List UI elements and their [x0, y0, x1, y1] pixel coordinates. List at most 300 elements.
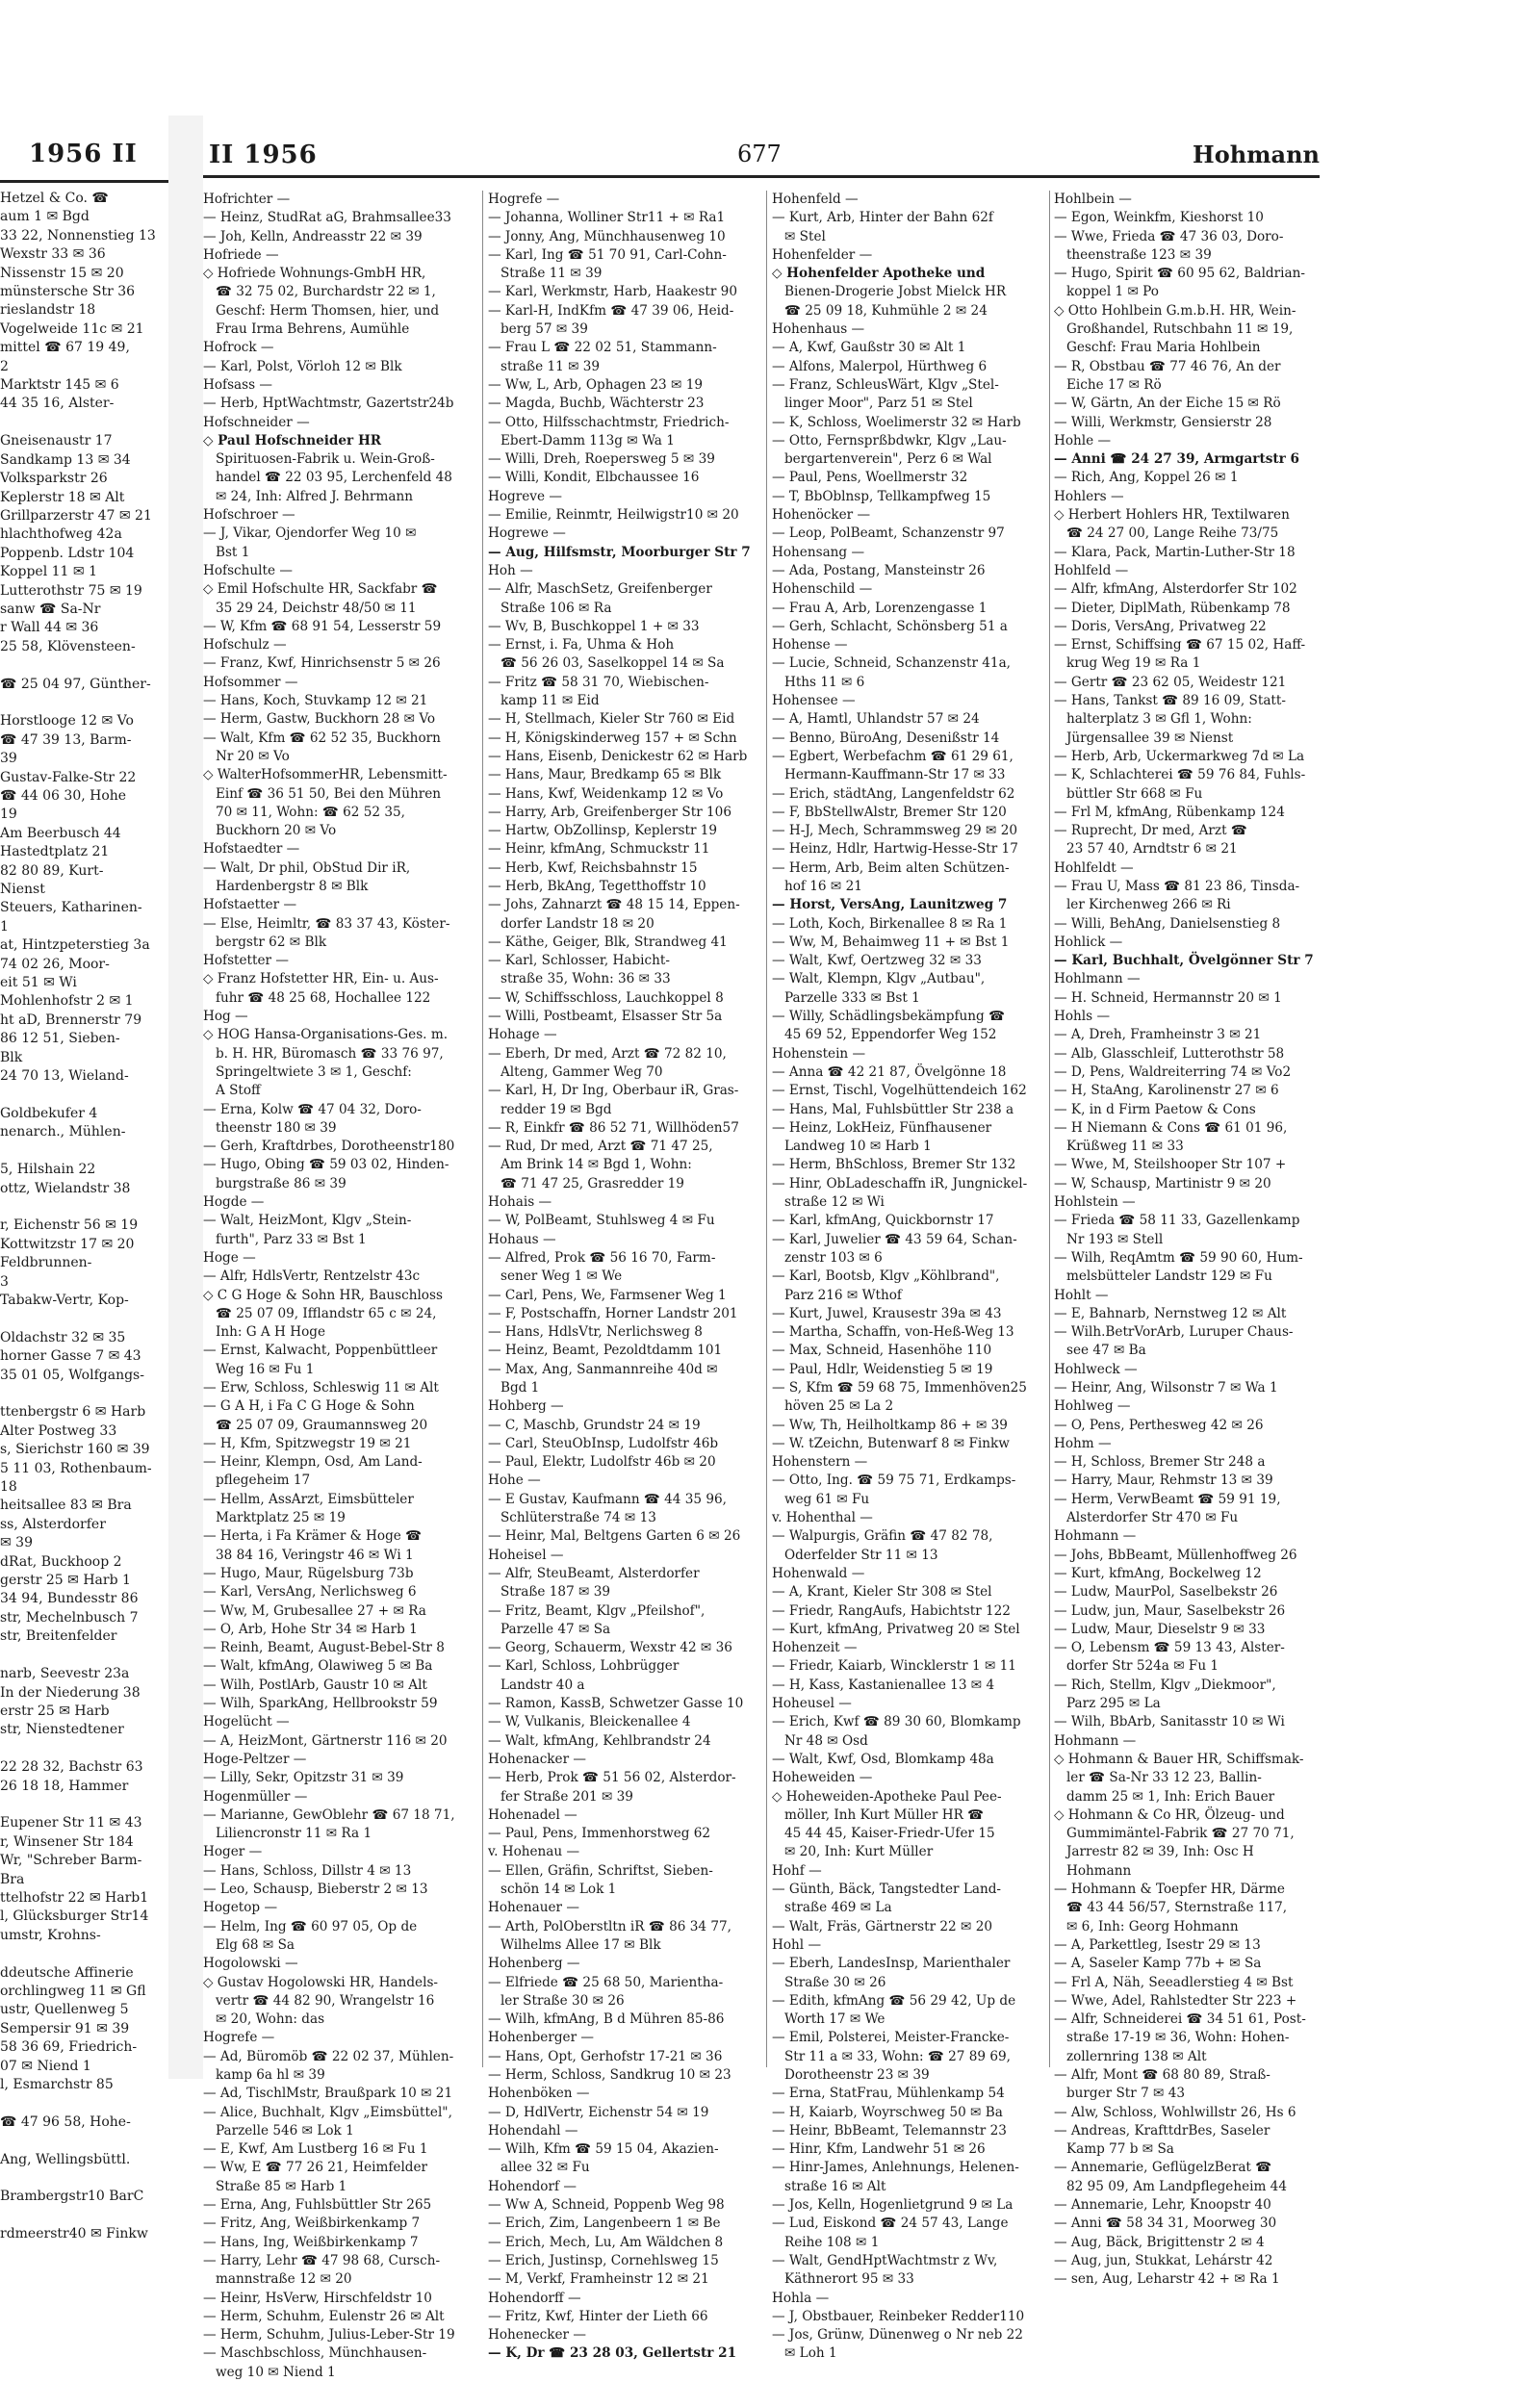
directory-entry-line: — Herta, i Fa Krämer & Hoge ☎: [203, 1528, 423, 1545]
directory-entry-line: Straße 85 ✉ Harb 1: [203, 2178, 347, 2194]
directory-entry-line: ◇ Paul Hofschneider HR: [203, 432, 382, 448]
directory-entry-line: — Fritz, Beamt, Klgv „Pfeilshof",: [488, 1602, 706, 1619]
surname-heading: Hofstaedter —: [203, 841, 300, 858]
directory-entry-line: — Edith, kfmAng ☎ 56 29 42, Up de: [772, 1992, 1016, 2009]
directory-entry-line: — J, Vikar, Ojendorfer Weg 10 ✉: [203, 525, 417, 542]
directory-entry-line: ☎ 25 09 18, Kuhmühle 2 ✉ 24: [772, 302, 988, 319]
left-page-line: erstr 25 ✉ Harb: [0, 1703, 110, 1719]
directory-entry-line: — Wv, B, Buschkoppel 1 + ✉ 33: [488, 618, 700, 634]
left-page-line: ustr, Quellenweg 5: [0, 2002, 129, 2018]
surname-heading: Hohensang —: [772, 544, 865, 560]
left-page-line: 33 22, Nonnenstieg 13: [0, 227, 156, 243]
directory-entry-line: — Gerh, Kraftdrbes, Dorotheenstr180: [203, 1139, 455, 1155]
left-page-line: r, Eichenstr 56 ✉ 19: [0, 1217, 139, 1234]
surname-heading: Hoh —: [488, 562, 533, 578]
directory-entry-line: sener Weg 1 ✉ We: [488, 1268, 623, 1285]
column-4: [1044, 191, 1333, 2288]
directory-entry-line: — H. Schneid, Hermannstr 20 ✉ 1: [1054, 989, 1282, 1006]
directory-entry-line: — Wilh, BbArb, Sanitasstr 10 ✉ Wi: [1054, 1714, 1285, 1730]
left-page-line: gerstr 25 ✉ Harb 1: [0, 1573, 131, 1589]
left-page-line: Hastedtplatz 21: [0, 844, 110, 860]
directory-entry-line: — Wilh, SparkAng, Hellbrookstr 59: [203, 1696, 438, 1712]
surname-heading: Hohense —: [772, 637, 848, 653]
directory-entry-line: — Jos, Grünw, Dünenweg o Nr neb 22: [772, 2327, 1023, 2344]
directory-entry-line: — Herb, Arb, Uckermarkweg 7d ✉ La: [1054, 748, 1305, 764]
surname-heading: Hofrock —: [203, 340, 274, 356]
surname-heading: Hohlmann —: [1054, 971, 1141, 987]
column-1: [203, 191, 475, 2380]
surname-heading: Hofsass —: [203, 376, 273, 393]
directory-entry-line: — Hans, Maur, Bredkamp 65 ✉ Blk: [488, 767, 722, 783]
directory-entry-line: — Erich, Zim, Langenbeern 1 ✉ Be: [488, 2216, 721, 2232]
directory-entry-line: Buckhorn 20 ✉ Vo: [203, 823, 337, 839]
left-page-line: 22 28 32, Bachstr 63: [0, 1759, 143, 1776]
surname-heading: Hohlt —: [1054, 1287, 1109, 1303]
directory-entry-line: ◇ Emil Hofschulte HR, Sackfabr ☎: [203, 581, 438, 598]
directory-entry-line: — Walt, Kwf, Osd, Blomkamp 48a: [772, 1751, 994, 1767]
directory-entry-line: Hths 11 ✉ 6: [772, 674, 865, 690]
directory-entry-line: — Gerh, Schlacht, Schönsberg 51 a: [772, 618, 1008, 634]
surname-heading: v. Hohenau —: [488, 1844, 580, 1860]
directory-entry-line: — Reinh, Beamt, August-Bebel-Str 8: [203, 1640, 445, 1656]
surname-heading: Hogetop —: [203, 1900, 278, 1916]
directory-entry-line: burgstraße 86 ✉ 39: [203, 1175, 346, 1191]
left-page-line: [0, 2132, 168, 2150]
surname-heading: Hohendorf —: [488, 2178, 577, 2194]
directory-entry-line: — Heinr, Ang, Wilsonstr 7 ✉ Wa 1: [1054, 1380, 1278, 1396]
surname-heading: Hohlstein —: [1054, 1194, 1136, 1211]
surname-heading: Hogenmüller —: [203, 1788, 308, 1805]
directory-entry-line: — Alfr, kfmAng, Alsterdorfer Str 102: [1054, 581, 1297, 598]
directory-entry-line: — Ellen, Gräfin, Schriftst, Sieben-: [488, 1862, 713, 1879]
directory-entry-line: — Anni ☎ 58 34 31, Moorweg 30: [1054, 2216, 1277, 2232]
left-page-line: 18: [0, 1479, 17, 1496]
surname-heading: Hohenacker —: [488, 1751, 587, 1767]
directory-entry-line: — Ww, Th, Heilholtkamp 86 + ✉ 39: [772, 1417, 1008, 1433]
directory-entry-line: — W. tZeichn, Butenwarf 8 ✉ Finkw: [772, 1435, 1010, 1451]
directory-entry-line: ◇ Otto Hohlbein G.m.b.H. HR, Wein-: [1054, 302, 1296, 319]
directory-entry-line: — Erich, Mech, Lu, Am Wäldchen 8: [488, 2234, 724, 2250]
directory-entry-line: Springeltwiete 3 ✉ 1, Geschf:: [203, 1063, 412, 1080]
left-page-line: ✉ 39: [0, 1535, 33, 1551]
directory-entry-line: allee 32 ✉ Fu: [488, 2160, 590, 2176]
directory-entry-line: ☎ 25 07 09, Ifflandstr 65 c ✉ 24,: [203, 1305, 437, 1321]
directory-entry-line: Parz 216 ✉ Wthof: [772, 1287, 902, 1303]
directory-entry-line: Alteng, Gammer Weg 70: [488, 1063, 663, 1080]
directory-entry-line: fer Straße 201 ✉ 39: [488, 1788, 633, 1805]
directory-entry-line: — Herb, HptWachtmstr, Gazertstr24b: [203, 396, 454, 412]
surname-heading: Hog —: [203, 1009, 248, 1025]
directory-entry-line: — Ww, E ☎ 77 26 21, Heimfelder: [203, 2160, 428, 2176]
directory-entry-line: — Hugo, Spirit ☎ 60 95 62, Baldrian-: [1054, 266, 1305, 282]
left-page-line: Bra: [0, 1871, 25, 1887]
surname-heading: Hogrewe —: [488, 525, 566, 542]
left-page-line: umstr, Krohns-: [0, 1927, 101, 1943]
directory-entry-line: — Ludw, jun, Maur, Saselbekstr 26: [1054, 1602, 1286, 1619]
directory-entry-line: Ebert-Damm 113g ✉ Wa 1: [488, 432, 675, 448]
surname-heading: Hofschulz —: [203, 637, 287, 653]
directory-entry-line: — Günth, Bäck, Tangstedter Land-: [772, 1882, 1001, 1898]
directory-entry-line: — Herm, Arb, Beim alten Schützen-: [772, 859, 1010, 876]
directory-entry-line: ◇ HOG Hansa-Organisations-Ges. m.: [203, 1027, 449, 1043]
directory-entry-line: — Rich, Ang, Koppel 26 ✉ 1: [1054, 470, 1239, 486]
left-page-line: str, Mechelnbusch 7: [0, 1609, 139, 1626]
directory-entry-line: straße 35, Wohn: 36 ✉ 33: [488, 971, 671, 987]
directory-entry-line: Elg 68 ✉ Sa: [203, 1936, 295, 1953]
left-page-line: 44 35 16, Alster-: [0, 396, 115, 412]
directory-entry-line: zenstr 103 ✉ 6: [772, 1249, 883, 1266]
left-page-line: Nienst: [0, 882, 45, 898]
directory-entry-line: Geschf: Frau Maria Hohlbein: [1054, 340, 1261, 356]
left-page-line: Am Beerbusch 44: [0, 825, 121, 841]
directory-entry-line: — A, Hamtl, Uhlandstr 57 ✉ 24: [772, 711, 980, 728]
directory-entry-line: burger Str 7 ✉ 43: [1054, 2086, 1186, 2102]
directory-entry-line: Straße 11 ✉ 39: [488, 266, 603, 282]
directory-entry-line: — Wilh.BetrVorArb, Luruper Chaus-: [1054, 1324, 1294, 1341]
left-page-line: 74 02 26, Moor-: [0, 956, 110, 972]
directory-entry-line: ✉ 20, Inh: Kurt Müller: [772, 1844, 934, 1860]
directory-entry-line: kamp 6a hl ✉ 39: [203, 2066, 325, 2083]
directory-entry-line: — Heinz, LokHeiz, Fünfhausener: [772, 1119, 992, 1136]
directory-entry-line: — J, Obstbauer, Reinbeker Redder110: [772, 2308, 1025, 2324]
directory-entry-line: Liliencronstr 11 ✉ Ra 1: [203, 1826, 372, 1842]
directory-entry-line: bergstr 62 ✉ Blk: [203, 934, 327, 950]
surname-heading: Hohe —: [488, 1473, 541, 1489]
directory-entry-line: — Frau U, Mass ☎ 81 23 86, Tinsda-: [1054, 878, 1300, 894]
directory-entry-line: — Emilie, Reinmtr, Heilwigstr10 ✉ 20: [488, 507, 739, 524]
left-page-header-rule: [0, 180, 168, 183]
directory-entry-line: — Helm, Ing ☎ 60 97 05, Op de: [203, 1918, 418, 1934]
left-page-line: Steuers, Katharinen-: [0, 900, 142, 916]
directory-entry-line: — H, Königskinderweg 157 + ✉ Schn: [488, 730, 737, 746]
left-page-line: ss, Alsterdorfer: [0, 1516, 106, 1532]
directory-entry-line: Großhandel, Rutschbahn 11 ✉ 19,: [1054, 321, 1294, 338]
directory-entry-line: — Rich, Stellm, Klgv „Diekmoor",: [1054, 1677, 1276, 1693]
left-page-line: 34 94, Bundesstr 86: [0, 1591, 139, 1607]
header-running-name: Hohmann: [1193, 141, 1320, 168]
directory-entry-line: — W, Schausp, Martinistr 9 ✉ 20: [1054, 1175, 1271, 1191]
directory-entry-line: theenstr 180 ✉ 39: [203, 1119, 337, 1136]
surname-heading: Hohenfelder —: [772, 246, 873, 263]
directory-entry-line: — Ludw, Maur, Dieselstr 9 ✉ 33: [1054, 1621, 1266, 1637]
directory-entry-line: ☎ 56 26 03, Saselkoppel 14 ✉ Sa: [488, 655, 725, 672]
left-page-line: l, Glücksburger Str14: [0, 1908, 149, 1925]
directory-entry-line: — Erich, Justinsp, Cornehlsweg 15: [488, 2252, 719, 2268]
directory-entry-line: — K, Schloss, Woelimerstr 32 ✉ Harb: [772, 414, 1021, 430]
left-page-line: Hetzel & Co. ☎: [0, 191, 109, 206]
left-page-line: 3: [0, 1273, 9, 1290]
left-page-line: rdmeerstr40 ✉ Finkw: [0, 2226, 148, 2242]
directory-entry-line: — Alw, Schloss, Wohlwillstr 26, Hs 6: [1054, 2104, 1296, 2120]
surname-heading: Hofrichter —: [203, 192, 291, 207]
directory-entry-line: redder 19 ✉ Bgd: [488, 1101, 612, 1117]
directory-entry-line: — Karl, Polst, Vörloh 12 ✉ Blk: [203, 358, 402, 374]
surname-heading: Hoger —: [203, 1844, 263, 1860]
directory-entry-line: — Friedr, RangAufs, Habichtstr 122: [772, 1602, 1011, 1619]
surname-heading: Hohenschild —: [772, 581, 873, 598]
directory-entry-line: Straße 30 ✉ 26: [772, 1974, 886, 1990]
directory-entry-line: fuhr ☎ 48 25 68, Hochallee 122: [203, 989, 431, 1006]
surname-heading: Hoheisel —: [488, 1547, 564, 1563]
left-page-line: [0, 1198, 168, 1217]
directory-entry-line: — Lucie, Schneid, Schanzenstr 41a,: [772, 655, 1011, 672]
directory-entry-line: — Ww, M, Behaimweg 11 + ✉ Bst 1: [772, 934, 1010, 950]
directory-entry-line: Parzelle 333 ✉ Bst 1: [772, 989, 920, 1006]
left-page-line: Goldbekufer 4: [0, 1105, 98, 1121]
directory-entry-line: — Karl, Werkmstr, Harb, Haakestr 90: [488, 284, 737, 300]
surname-heading: Hohf —: [772, 1862, 822, 1879]
directory-entry-line: Worth 17 ✉ We: [772, 2011, 886, 2028]
left-page-line: 2: [0, 358, 9, 374]
directory-entry-line: ☎ 24 27 00, Lange Reihe 73/75: [1054, 525, 1279, 542]
left-page-line: [0, 2169, 168, 2188]
directory-entry-line: weg 10 ✉ Niend 1: [203, 2364, 336, 2380]
directory-entry-line: — Hinr, Kfm, Landwehr 51 ✉ 26: [772, 2141, 986, 2158]
directory-entry-line: — Friedr, Kaiarb, Wincklerstr 1 ✉ 11: [772, 1658, 1016, 1675]
directory-entry-line: — Johs, BbBeamt, Müllenhoffweg 26: [1054, 1547, 1297, 1563]
directory-entry-line: — K, Schlachterei ☎ 59 76 84, Fuhls-: [1054, 767, 1306, 783]
directory-entry-line: — Heinr, kfmAng, Schmuckstr 11: [488, 841, 710, 858]
directory-entry-line: Dorotheenstr 23 ✉ 39: [772, 2066, 930, 2083]
directory-entry-line: — Kurt, kfmAng, Bockelweg 12: [1054, 1565, 1262, 1581]
directory-entry-line: Am Brink 14 ✉ Bgd 1, Wohn:: [488, 1157, 692, 1173]
directory-entry-line: — W, Schiffsschloss, Lauchkoppel 8: [488, 989, 724, 1006]
directory-entry-line: — A, HeizMont, Gärtnerstr 116 ✉ 20: [203, 1732, 448, 1749]
directory-entry-line: — Willi, BehAng, Danielsenstieg 8: [1054, 915, 1281, 932]
directory-entry-line: — Karl-H, IndKfm ☎ 47 39 06, Heid-: [488, 302, 734, 319]
directory-entry-line: — Jonny, Ang, Münchhausenweg 10: [488, 228, 726, 244]
left-page-line: Horstloogе 12 ✉ Vo: [0, 713, 134, 730]
directory-entry-line: — Kurt, Arb, Hinter der Bahn 62f: [772, 210, 993, 226]
directory-entry-line: — A, Kwf, Gaußstr 30 ✉ Alt 1: [772, 340, 966, 356]
left-page-line: 82 80 89, Kurt-: [0, 862, 104, 879]
directory-entry-line: dorfer Landstr 18 ✉ 20: [488, 915, 654, 932]
directory-entry-line: — Fritz ☎ 58 31 70, Wiebischen-: [488, 674, 709, 690]
directory-entry-line: — O, Pens, Perthesweg 42 ✉ 26: [1054, 1417, 1264, 1433]
directory-entry-line: Reihe 108 ✉ 1: [772, 2234, 880, 2250]
directory-entry-line: — Klara, Pack, Martin-Luther-Str 18: [1054, 544, 1296, 560]
surname-heading: Hohlweg —: [1054, 1398, 1131, 1415]
directory-entry-line: Weg 16 ✉ Fu 1: [203, 1361, 315, 1377]
left-page-line: ☎ 47 96 58, Hohe-: [0, 2113, 131, 2130]
directory-entry-line: — Arth, PolOberstltn iR ☎ 86 34 77,: [488, 1918, 732, 1934]
directory-entry-line: — Herm, Schuhm, Julius-Leber-Str 19: [203, 2327, 455, 2344]
directory-entry-line: — Harry, Maur, Rehmstr 13 ✉ 39: [1054, 1473, 1273, 1489]
directory-entry-line: — Lud, Eiskond ☎ 24 57 43, Lange: [772, 2216, 1009, 2232]
surname-heading: Hohenwald —: [772, 1565, 865, 1581]
surname-heading: Hoge-Peltzer —: [203, 1751, 307, 1767]
directory-entry-line: — A, Saseler Kamp 77b + ✉ Sa: [1054, 1956, 1262, 1972]
left-page-line: [0, 2094, 168, 2113]
directory-entry-line: — Ernst, Tischl, Vogelhüttendeich 162: [772, 1083, 1027, 1099]
book-gutter: [168, 115, 203, 2079]
left-page-line: mittel ☎ 67 19 49,: [0, 340, 130, 356]
directory-entry-line: — D, HdlVertr, Eichenstr 54 ✉ 19: [488, 2104, 709, 2120]
directory-entry-line: Jürgensallee 39 ✉ Nienst: [1054, 730, 1234, 746]
directory-entry-line: — Otto, Hilfsschachtmstr, Friedrich-: [488, 414, 730, 430]
surname-heading: Hogelücht —: [203, 1714, 290, 1730]
directory-entry-line: — Herm, Schloss, Sandkrug 10 ✉ 23: [488, 2066, 732, 2083]
directory-entry-line: — Walt, kfmAng, Olawiweg 5 ✉ Ba: [203, 1658, 433, 1675]
directory-entry-line: — Doris, VersAng, Privatweg 22: [1054, 618, 1267, 634]
directory-entry-line: ✉ Loh 1: [772, 2345, 837, 2362]
directory-entry-line: Nr 20 ✉ Vo: [203, 748, 290, 764]
directory-entry-line: — Eberh, Dr med, Arzt ☎ 72 82 10,: [488, 1045, 727, 1062]
directory-entry-line: — Karl, H, Dr Ing, Oberbaur iR, Gras-: [488, 1083, 739, 1099]
directory-entry-line: — F, Postschaffn, Horner Landstr 201: [488, 1305, 738, 1321]
directory-entry-line: — Heinr, Mal, Beltgens Garten 6 ✉ 26: [488, 1528, 741, 1545]
directory-entry-line: — R, Einkfr ☎ 86 52 71, Willhöden57: [488, 1119, 739, 1136]
directory-entry-line: ☎ 32 75 02, Burchardstr 22 ✉ 1,: [203, 284, 436, 300]
directory-entry-line: — Erw, Schloss, Schleswig 11 ✉ Alt: [203, 1380, 439, 1396]
left-page-line: narb, Seevestr 23a: [0, 1666, 130, 1682]
directory-entry-line: büttler Str 668 ✉ Fu: [1054, 785, 1203, 802]
left-page-line: dRat, Buckhoop 2: [0, 1553, 122, 1570]
directory-entry-line: — Max, Ang, Sanmannreihe 40d ✉: [488, 1361, 718, 1377]
surname-heading: Hofstetter —: [203, 953, 289, 969]
left-page-line: [0, 1142, 168, 1161]
left-page-line: Brambergstr10 BarC: [0, 2189, 144, 2205]
directory-entry-line: — Johs, Zahnarzt ☎ 48 15 14, Eppen-: [488, 897, 740, 913]
surname-heading: Hohla —: [772, 2290, 830, 2306]
left-page-line: nenarch., Mühlen-: [0, 1124, 126, 1140]
surname-heading: Hohenzeit —: [772, 1640, 858, 1656]
directory-entry-line: — Hohmann & Toepfer HR, Därme: [1054, 1882, 1285, 1898]
directory-entry-line: ✉ Stel: [772, 228, 826, 244]
directory-entry-line: — Max, Schneid, Hasenhöhe 110: [772, 1343, 992, 1359]
directory-entry-line: — Willi, Dreh, Roepersweg 5 ✉ 39: [488, 451, 715, 468]
directory-entry-line: ler Kirchenweg 266 ✉ Ri: [1054, 897, 1231, 913]
directory-entry-line: — Egon, Weinkfm, Kieshorst 10: [1054, 210, 1264, 226]
directory-entry-line: — Walt, Kwf, Oertzweg 32 ✉ 33: [772, 953, 982, 969]
directory-entry-line: Nr 48 ✉ Osd: [772, 1732, 868, 1749]
directory-entry-line: — Wwe, Adel, Rahlstedter Str 223 +: [1054, 1992, 1297, 2009]
directory-entry-line: — O, Arb, Hohe Str 34 ✉ Harb 1: [203, 1621, 418, 1637]
header-rule: [203, 175, 1320, 178]
surname-heading: Hohenöcker —: [772, 507, 871, 524]
directory-entry-line: — Hans, Koch, Stuvkamp 12 ✉ 21: [203, 693, 428, 709]
left-page-line: 24 70 13, Wieland-: [0, 1068, 129, 1085]
directory-entry-line: hof 16 ✉ 21: [772, 878, 862, 894]
directory-entry-line: — Benno, BüroAng, Desenißstr 14: [772, 730, 1000, 746]
directory-entry-line: — Hinr, ObLadeschaffn iR, Jungnickel-: [772, 1175, 1028, 1191]
left-page-line: horner Gasse 7 ✉ 43: [0, 1348, 141, 1365]
left-page-line: Eupener Str 11 ✉ 43: [0, 1815, 142, 1831]
left-page-line: [0, 656, 168, 675]
directory-entry-line: — Ernst, Schiffsing ☎ 67 15 02, Haff-: [1054, 637, 1306, 653]
directory-entry-line: — E, Kwf, Am Lustberg 16 ✉ Fu 1: [203, 2141, 428, 2158]
directory-entry-line: — W, PolBeamt, Stuhlsweg 4 ✉ Fu: [488, 1213, 715, 1229]
directory-entry-line: — Elfriede ☎ 25 68 50, Marientha-: [488, 1974, 724, 1990]
directory-entry-line: — Ernst, i. Fa, Uhma & Hoh: [488, 637, 675, 653]
left-page-line: r, Winsener Str 184: [0, 1833, 134, 1850]
directory-entry-line: — Ada, Postang, Mansteinstr 26: [772, 562, 986, 578]
directory-entry-line: — Gertr ☎ 23 62 05, Weidestr 121: [1054, 674, 1287, 690]
column-3: [772, 191, 1043, 2362]
directory-entry-line: ◇ Hohenfelder Apotheke und: [772, 266, 986, 282]
surname-heading: Hohl —: [772, 1936, 822, 1953]
directory-entry-line: Nr 193 ✉ Stell: [1054, 1231, 1164, 1247]
directory-entry-line: — Herm, BhSchloss, Bremer Str 132: [772, 1157, 1016, 1173]
surname-heading: Hohenstein —: [772, 1045, 866, 1062]
left-page-line: str, Breitenfelder: [0, 1628, 117, 1645]
directory-entry-line: — Ww A, Schneid, Poppenb Weg 98: [488, 2197, 725, 2214]
directory-entry-line: — A, Dreh, Framheinstr 3 ✉ 21: [1054, 1027, 1262, 1043]
left-page-line: Gneisenaustr 17: [0, 433, 113, 449]
surname-heading: Hohenhaus —: [772, 321, 865, 338]
left-page-line: l, Esmarchstr 85: [0, 2077, 114, 2093]
surname-heading: Hohle —: [1054, 432, 1112, 448]
directory-entry-line: 45 69 52, Eppendorfer Weg 152: [772, 1027, 997, 1043]
directory-entry-line: — Walt, HeizMont, Klgv „Stein-: [203, 1213, 412, 1229]
directory-entry-line: ☎ 71 47 25, Grasredder 19: [488, 1175, 684, 1191]
directory-entry-line: see 47 ✉ Ba: [1054, 1343, 1146, 1359]
directory-entry-line: 38 84 16, Veringstr 46 ✉ Wi 1: [203, 1547, 414, 1563]
directory-entry-line: — Carl, Pens, We, Farmsener Weg 1: [488, 1287, 727, 1303]
left-page-line: Volksparkstr 26: [0, 471, 108, 487]
left-page-line: ttelhofstr 22 ✉ Harb1: [0, 1889, 149, 1906]
left-page-line: Alter Postweg 33: [0, 1422, 117, 1439]
directory-entry-line: Gummimäntel-Fabrik ☎ 27 70 71,: [1054, 1826, 1295, 1842]
directory-entry-line: ☎ 25 07 09, Graumannsweg 20: [203, 1417, 428, 1433]
surname-heading: Hohage —: [488, 1027, 557, 1043]
directory-entry-line: — Karl, Schlosser, Habicht-: [488, 953, 670, 969]
left-page-lines: [0, 190, 168, 2244]
left-page-line: orchlingweg 11 ✉ Gfl: [0, 1984, 146, 1999]
directory-entry-line: — Willy, Schädlingsbekämpfung ☎: [772, 1009, 1005, 1025]
directory-entry-line: — Alfons, Malerpol, Hürthweg 6: [772, 358, 988, 374]
page-header: [203, 115, 1320, 175]
directory-entry-line: krug Weg 19 ✉ Ra 1: [1054, 655, 1201, 672]
directory-entry-line: — Heinz, Hdlr, Hartwig-Hesse-Str 17: [772, 841, 1018, 858]
directory-entry-line: — Hans, Kwf, Weidenkamp 12 ✉ Vo: [488, 785, 724, 802]
surname-heading: Hohls —: [1054, 1009, 1111, 1025]
left-page-line: Gustav-Falke-Str 22: [0, 769, 137, 785]
directory-entry-line: straße 12 ✉ Wi: [772, 1194, 885, 1211]
left-page-line: ☎ 47 39 13, Barm-: [0, 731, 132, 748]
surname-heading: Hohlick —: [1054, 934, 1123, 950]
directory-entry-line: Parzelle 546 ✉ Lok 1: [203, 2122, 354, 2139]
left-page-line: Wexstr 33 ✉ 36: [0, 246, 106, 263]
directory-entry-line: Jarrestr 82 ✉ 39, Inh: Osc H: [1054, 1844, 1254, 1860]
directory-entry-line: — Kurt, Juwel, Krausestr 39a ✉ 43: [772, 1305, 1002, 1321]
left-page-line: [0, 1647, 168, 1665]
directory-entry-line: — G A H, i Fa C G Hoge & Sohn: [203, 1398, 415, 1415]
directory-entry-line: — Georg, Schauerm, Wexstr 42 ✉ 36: [488, 1640, 732, 1656]
directory-entry-line: — Dieter, DiplMath, Rübenkamp 78: [1054, 600, 1291, 616]
directory-entry-line: — Franz, SchleusWärt, Klgv „Stel-: [772, 376, 999, 393]
directory-entry-line: — Paul, Pens, Immenhorstweg 62: [488, 1826, 711, 1842]
surname-heading: Hofschneider —: [203, 414, 310, 430]
directory-entry-line: ◇ Hofriede Wohnungs-GmbH HR,: [203, 266, 426, 282]
directory-entry-line: — sen, Aug, Leharstr 42 + ✉ Ra 1: [1054, 2271, 1280, 2288]
directory-entry-line: höven 25 ✉ La 2: [772, 1398, 894, 1415]
left-page-line: Sandkamp 13 ✉ 34: [0, 451, 131, 468]
directory-entry-line: Einf ☎ 36 51 50, Bei den Mühren: [203, 785, 442, 802]
directory-entry-line: — Heinz, StudRat aG, Brahmsallee33: [203, 210, 451, 226]
directory-entry-line: — Herb, Prok ☎ 51 56 02, Alsterdor-: [488, 1770, 736, 1786]
directory-entry-line: — Willi, Kondit, Elbchaussee 16: [488, 470, 700, 486]
directory-entry-line: — K, in d Firm Paetow & Cons: [1054, 1101, 1256, 1117]
directory-entry-line: — Marianne, GewOblehr ☎ 67 18 71,: [203, 1806, 455, 1823]
directory-entry-line: — Alfr, Schneiderei ☎ 34 51 61, Post-: [1054, 2011, 1306, 2028]
directory-entry-line: — Hans, Mal, Fuhlsbüttler Str 238 a: [772, 1101, 1014, 1117]
directory-entry-line: — Lilly, Sekr, Opitzstr 31 ✉ 39: [203, 1770, 404, 1786]
directory-entry-line: — Walt, Fräs, Gärtnerstr 22 ✉ 20: [772, 1918, 993, 1934]
directory-entry-line: ◇ Herbert Hohlers HR, Textilwaren: [1054, 507, 1290, 524]
directory-entry-line: — Willi, Postbeamt, Elsasser Str 5a: [488, 1009, 723, 1025]
directory-entry-line: ◇ C G Hoge & Sohn HR, Bauschloss: [203, 1287, 443, 1303]
